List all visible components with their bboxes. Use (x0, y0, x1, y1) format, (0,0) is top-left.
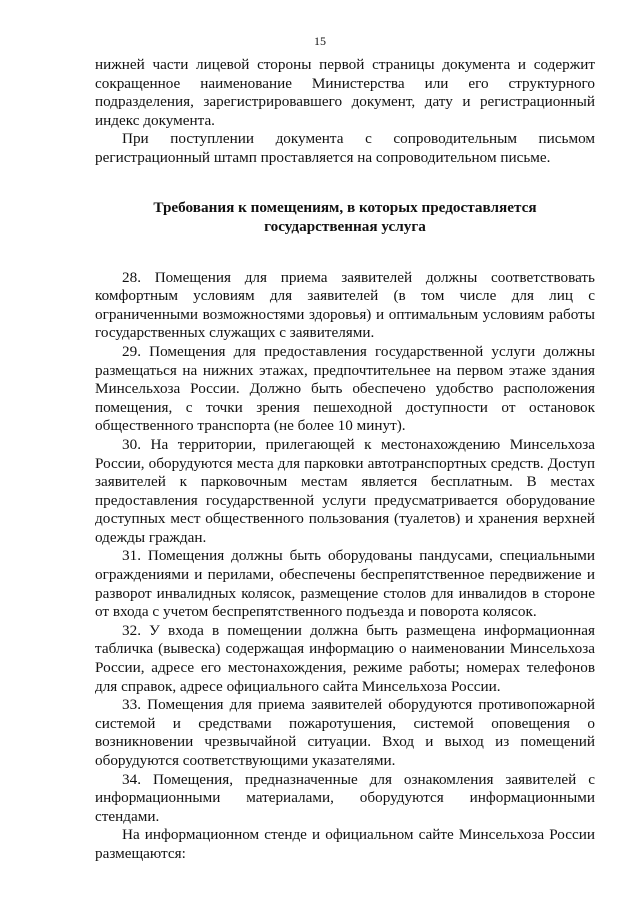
paragraph-continued: нижней части лицевой стороны первой страницы документа и содержит сокращенное наименование Министерства или его структурного подразделения, зарегистрировавшего документ, дату и регистрационный индекс документа. (95, 56, 595, 129)
paragraph-34: 34. Помещения, предназначенные для ознакомления заявителей с информационными материалами, оборудуются информационными стендами. (95, 770, 595, 825)
paragraph-stand-intro: На информационном стенде и официальном сайте Минсельхоза России размещаются: (95, 826, 595, 862)
paragraph-29: 29. Помещения для предоставления государственной услуги должны размещаться на нижних этажах, предпочтительнее на первом этаже здания Минсельхоза России. Должно быть обеспечено удобство расположения помещения, с точки зрения пешеходной доступности от остановок общественного транспорта (не более 10 минут). (95, 342, 595, 435)
paragraph-31: 31. Помещения должны быть оборудованы пандусами, специальными ограждениями и перилами, обеспечены беспрепятственное передвижение и разворот инвалидных колясок, размещение столов для инвалидов в стороне от входа с учетом беспрепятственного подъезда и поворота колясок. (95, 547, 595, 621)
page-number: 15 (314, 34, 326, 48)
paragraph-28: 28. Помещения для приема заявителей должны соответствовать комфортным условиям для заявителей (в том числе для лиц с ограниченными возможностями здоровья) и оптимальным условиям работы государственных служащих с заявителями. (95, 268, 595, 342)
paragraph-32: 32. У входа в помещении должна быть размещена информационная табличка (вывеска) содержащая информацию о наименовании Минсельхоза России, адресе его местонахождения, режиме работы; номерах телефонов для справок, адресе официального сайта Минсельхоза России. (95, 621, 595, 695)
section-heading: Требования к помещениям, в которых предоставляется государственная услуга (153, 198, 537, 235)
paragraph-33: 33. Помещения для приема заявителей оборудуются противопожарной системой и средствами пожаротушения, системой оповещения о возникновении чрезвычайной ситуации. Вход и выход из помещений оборудуются соответствующими указателями. (95, 696, 595, 769)
paragraph-stamp: При поступлении документа с сопроводительным письмом регистрационный штамп проставляется на сопроводительном письме. (95, 130, 595, 166)
paragraph-30: 30. На территории, прилегающей к местонахождению Минсельхоза России, оборудуются места для парковки автотранспортных средств. Доступ заявителей к парковочным местам является бесплатным. В местах предоставления государственной услуги предусматривается оборудование доступных мест общественного пользования (туалетов) и хранения верхней одежды граждан. (95, 435, 595, 546)
document-body (95, 56, 595, 864)
